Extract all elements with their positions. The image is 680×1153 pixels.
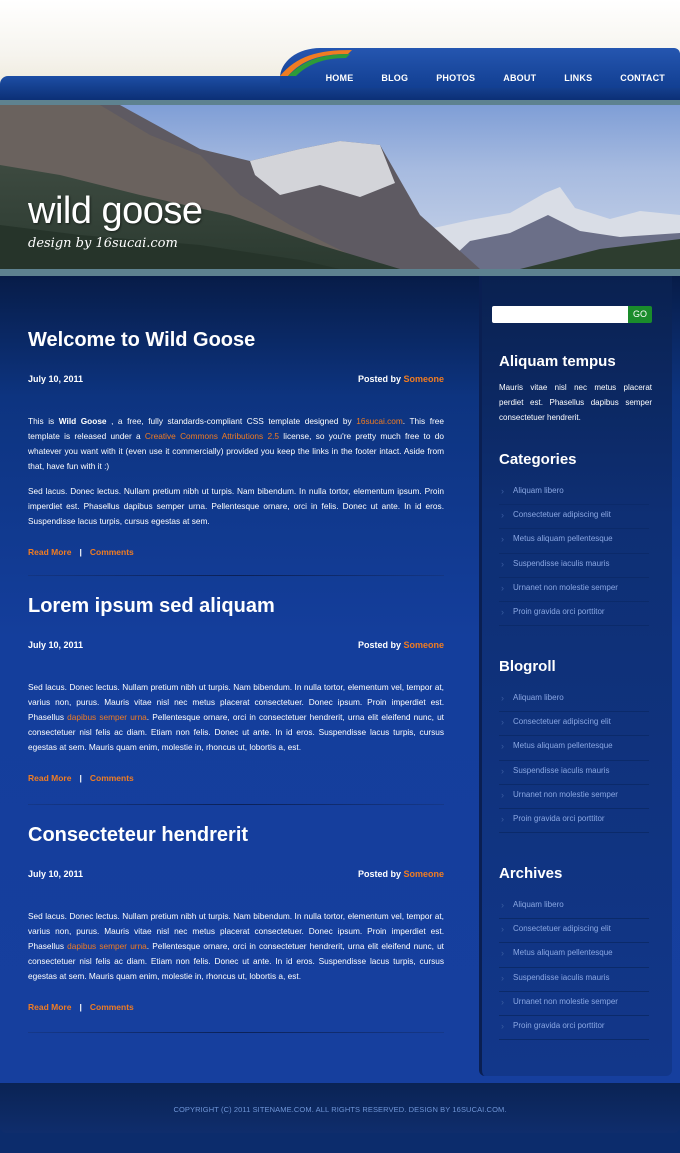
post <box>28 823 444 1012</box>
post-title[interactable]: Consecteteur hendrerit <box>28 824 249 846</box>
text-fragment: Sed lacus. Donec lectus. Nullam pretium nibh ut turpis. Nam bibendum. In nulla tortor, elementum vel, tempor at, varius non, purus. Mauris vitae nisl nec metus placerat consectetuer. Donec ipsum. Proin imperdiet est. Phasellus <box>28 911 444 951</box>
post-body <box>28 680 444 755</box>
blogroll-list <box>499 688 649 833</box>
bullet-icon: › <box>501 582 504 593</box>
bullet-icon: › <box>501 558 504 569</box>
main-nav <box>298 73 665 83</box>
text-fragment: . This free template is released under a <box>28 416 444 441</box>
post-paragraph <box>28 680 444 755</box>
list-item[interactable] <box>499 602 649 626</box>
post-divider <box>28 804 444 805</box>
list-item[interactable] <box>499 761 649 785</box>
list-item-label[interactable]: Urnanet non molestie semper <box>513 996 618 1006</box>
post-meta <box>28 640 444 654</box>
sidebar-archives-title: Archives <box>499 865 563 882</box>
post-body <box>28 909 444 984</box>
posted-by-label: Posted by <box>357 869 401 879</box>
post-date: July 10, 2011 <box>28 869 84 879</box>
sidebar-categories-title: Categories <box>499 451 577 468</box>
post-author-link[interactable]: Someone <box>403 374 444 384</box>
text-fragment: This is <box>28 416 59 426</box>
list-item-label[interactable]: Proin gravida orci porttitor <box>513 813 605 823</box>
license-link[interactable]: Creative Commons Attributions 2.5 <box>144 431 280 441</box>
text-fragment: , a free, fully standards-compliant CSS template designed by <box>106 416 357 426</box>
bullet-icon: › <box>501 717 504 728</box>
bottom-background <box>0 1133 680 1153</box>
list-item[interactable] <box>499 1016 649 1040</box>
bullet-icon: › <box>501 741 504 752</box>
read-more-link[interactable]: Read More <box>28 547 72 557</box>
header-border-bottom <box>0 269 680 276</box>
list-item[interactable] <box>499 943 649 967</box>
list-item-label[interactable]: Metus aliquam pellentesque <box>513 948 613 958</box>
nav-links[interactable]: LINKS <box>564 73 593 83</box>
list-item-label[interactable]: Urnanet non molestie semper <box>513 789 618 799</box>
nav-contact[interactable]: CONTACT <box>620 73 665 83</box>
list-item-label[interactable]: Consectetuer adipiscing elit <box>513 510 611 520</box>
bullet-icon: › <box>501 813 504 824</box>
bullet-icon: › <box>501 972 504 983</box>
separator: | <box>79 1002 82 1012</box>
list-item-label[interactable]: Proin gravida orci porttitor <box>513 1020 605 1030</box>
bullet-icon: › <box>501 1020 504 1031</box>
bullet-icon: › <box>501 510 504 521</box>
list-item[interactable] <box>499 688 649 712</box>
text-fragment: . Pellentesque ornare, orci in consectetuer hendrerit, urna elit eleifend nunc, ut consectetuer nisl felis ac diam. Etiam non felis. Donec ut ante. In id eros. Suspendisse lacus turpis, cursus egestas at sem. Mauris quam enim, molestie in, rhoncus ut, lobortis a, est. <box>28 941 444 981</box>
post-meta <box>28 374 444 388</box>
list-item[interactable] <box>499 736 649 760</box>
bullet-icon: › <box>501 606 504 617</box>
post <box>28 594 444 783</box>
nav-home[interactable]: HOME <box>325 73 354 83</box>
sidebar-about-title: Aliquam tempus <box>499 353 616 370</box>
designer-link[interactable]: 16sucai.com <box>356 416 403 426</box>
list-item-label[interactable]: Suspendisse iaculis mauris <box>513 558 610 568</box>
list-item-label[interactable]: Proin gravida orci porttitor <box>513 606 605 616</box>
post-title[interactable]: Welcome to Wild Goose <box>28 329 256 351</box>
post <box>28 328 444 557</box>
bullet-icon: › <box>501 486 504 496</box>
post-title[interactable]: Lorem ipsum sed aliquam <box>28 595 275 617</box>
post-divider <box>28 1032 444 1033</box>
list-item[interactable] <box>499 529 649 553</box>
bullet-icon: › <box>501 924 504 935</box>
bullet-icon: › <box>501 534 504 545</box>
list-item[interactable] <box>499 895 649 919</box>
inline-link[interactable]: dapibus semper urna <box>67 712 147 722</box>
post-author-link[interactable]: Someone <box>403 640 444 650</box>
categories-list <box>499 481 649 626</box>
bullet-icon: › <box>501 765 504 776</box>
list-item[interactable] <box>499 505 649 529</box>
list-item[interactable] <box>499 578 649 602</box>
post-meta <box>28 869 444 883</box>
post-byline <box>358 869 444 879</box>
post-divider <box>28 575 444 576</box>
comments-link[interactable]: Comments <box>89 773 134 783</box>
text-fragment: Sed lacus. Donec lectus. Nullam pretium nibh ut turpis. Nam bibendum. In nulla tortor, elementum vel, tempor at, varius non, purus. Mauris vitae nisl nec metus placerat consectetuer. Donec ipsum. Proin imperdiet est. Phasellus <box>28 682 444 722</box>
post-byline <box>358 640 444 650</box>
post-byline <box>358 374 444 384</box>
list-item[interactable] <box>499 481 649 505</box>
post-paragraph <box>28 414 444 474</box>
search-go-button[interactable]: GO <box>628 306 652 323</box>
post-links <box>28 1002 444 1012</box>
list-item[interactable] <box>499 919 649 943</box>
site-subtitle: design by 16sucai.com <box>28 236 178 251</box>
list-item[interactable] <box>499 554 649 578</box>
list-item-label[interactable]: Metus aliquam pellentesque <box>513 534 613 544</box>
search-input[interactable] <box>492 306 628 323</box>
list-item-label[interactable]: Suspendisse iaculis mauris <box>513 972 610 982</box>
nav-about[interactable]: ABOUT <box>503 73 537 83</box>
list-item[interactable] <box>499 785 649 809</box>
post-paragraph <box>28 909 444 984</box>
bullet-icon: › <box>501 948 504 959</box>
post-date: July 10, 2011 <box>28 374 84 384</box>
bullet-icon: › <box>501 900 504 910</box>
list-item-label[interactable]: Consectetuer adipiscing elit <box>513 717 611 727</box>
post-date: July 10, 2011 <box>28 640 84 650</box>
post-author-link[interactable]: Someone <box>403 869 444 879</box>
list-item-label[interactable]: Metus aliquam pellentesque <box>513 741 613 751</box>
comments-link[interactable]: Comments <box>89 547 134 557</box>
text-fragment: license, so you're pretty much free to do whatever you want with it (even use it commercially) provided you keep the links in the footer intact. Aside from that, have fun with it :) <box>28 431 444 471</box>
nav-photos[interactable]: PHOTOS <box>436 73 476 83</box>
read-more-link[interactable]: Read More <box>28 773 72 783</box>
post-links <box>28 773 444 783</box>
list-item-label[interactable]: Urnanet non molestie semper <box>513 582 618 592</box>
list-item[interactable] <box>499 809 649 833</box>
list-item[interactable] <box>499 992 649 1016</box>
footer-copyright: COPYRIGHT (C) 2011 SITENAME.COM. ALL RIGHTS RESERVED. DESIGN BY 16SUCAI.COM. <box>173 1105 507 1114</box>
nav-blog[interactable]: BLOG <box>381 73 409 83</box>
posted-by-label: Posted by <box>357 640 401 650</box>
separator: | <box>79 547 82 557</box>
bullet-icon: › <box>501 693 504 703</box>
read-more-link[interactable]: Read More <box>28 1002 72 1012</box>
list-item-label[interactable]: Aliquam libero <box>513 900 564 909</box>
list-item[interactable] <box>499 968 649 992</box>
bullet-icon: › <box>501 996 504 1007</box>
list-item-label[interactable]: Consectetuer adipiscing elit <box>513 924 611 934</box>
sidebar-blogroll-title: Blogroll <box>499 658 556 675</box>
separator: | <box>79 773 82 783</box>
text-fragment: . Pellentesque ornare, orci in consectetuer hendrerit, urna elit eleifend nunc, ut consectetuer nisl felis ac diam. Etiam non felis. Donec ut ante. In id eros. Suspendisse lacus turpis, cursus egestas at sem. Mauris quam enim, molestie in, rhoncus ut, lobortis a, est. <box>28 712 444 752</box>
post-paragraph: Sed lacus. Donec lectus. Nullam pretium nibh ut turpis. Nam bibendum. In nulla tortor, elementum ipsum. Proin imperdiet est. Phasellus dapibus semper urna. Pellentesque ornare, orci in felis. Donec ut ante. In id eros. Suspendisse lacus turpis, cursus egestas at sem. <box>28 486 444 526</box>
list-item-label[interactable]: Aliquam libero <box>513 486 564 495</box>
post-body <box>28 414 444 529</box>
comments-link[interactable]: Comments <box>89 1002 134 1012</box>
post-links <box>28 547 444 557</box>
list-item[interactable] <box>499 712 649 736</box>
bold-text: Wild Goose <box>58 416 107 426</box>
archives-list <box>499 895 649 1040</box>
bullet-icon: › <box>501 789 504 800</box>
posted-by-label: Posted by <box>357 374 401 384</box>
inline-link[interactable]: dapibus semper urna <box>67 941 147 951</box>
list-item-label[interactable]: Aliquam libero <box>513 693 564 702</box>
list-item-label[interactable]: Suspendisse iaculis mauris <box>513 765 610 775</box>
sidebar-about-text: Mauris vitae nisl nec metus placerat perdiet est. Phasellus dapibus semper consectetuer hendrerit. <box>499 383 652 422</box>
site-title: wild goose <box>28 190 203 232</box>
